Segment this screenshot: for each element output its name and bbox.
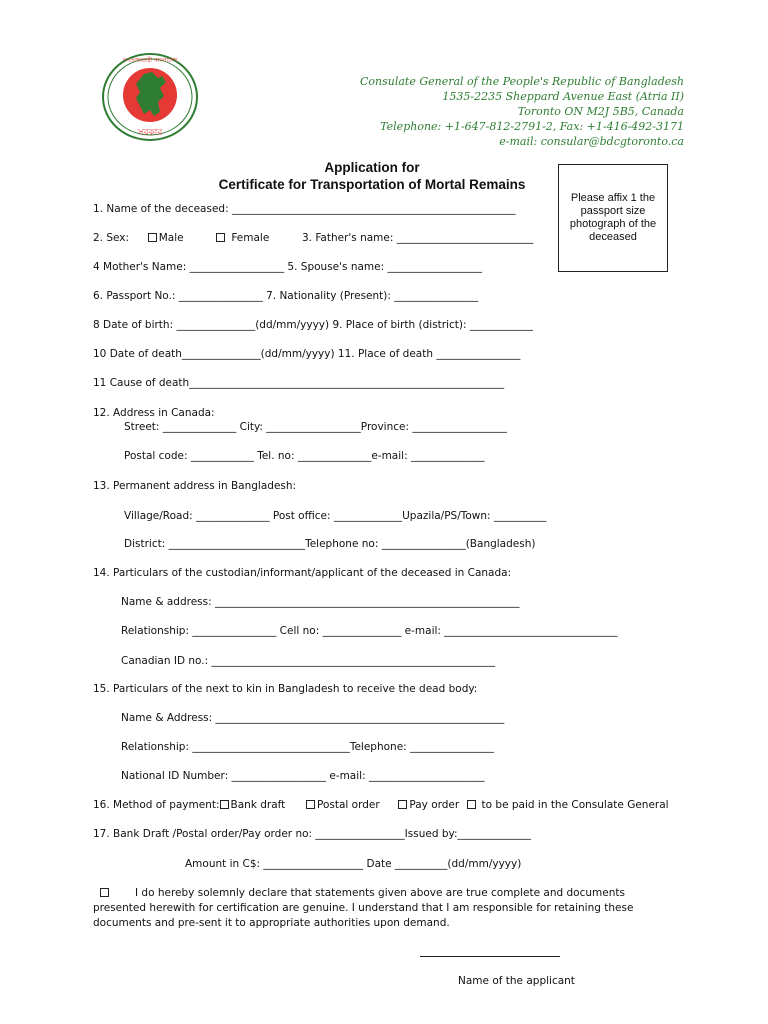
field-custodian: 14. Particulars of the custodian/informant/applicant of the deceased in Canada:: [93, 567, 512, 579]
payment-label: 16. Method of payment:: [93, 799, 220, 811]
field-canada-postal[interactable]: Postal code: ____________ Tel. no: ______________e-mail: ______________: [124, 450, 485, 462]
field-bd-village[interactable]: Village/Road: ______________ Post office: _____________Upazila/PS/Town: __________: [124, 510, 547, 522]
field-kin-name[interactable]: Name & Address: _______________________________________________________: [121, 712, 505, 724]
field-custodian-name[interactable]: Name & address: __________________________________________________________: [121, 596, 520, 608]
form-title-line1: Application for: [324, 160, 420, 175]
field-amount-date[interactable]: Amount in C$: ___________________ Date __________(dd/mm/yyyy): [185, 858, 522, 870]
checkbox-female[interactable]: [216, 233, 225, 242]
checkbox-declaration[interactable]: [100, 888, 109, 897]
checkbox-consulate[interactable]: [467, 800, 476, 809]
field-address-bangladesh: 13. Permanent address in Bangladesh:: [93, 480, 297, 492]
header-line: e-mail: consular@bdcgtoronto.ca: [499, 135, 684, 148]
field-payment-number[interactable]: 17. Bank Draft /Postal order/Pay order no: _________________Issued by:______________: [93, 828, 531, 840]
field-father-name[interactable]: 3. Father's name: __________________________: [301, 232, 534, 244]
header-line: Telephone: +1-647-812-2791-2, Fax: +1-416-492-3171: [380, 120, 684, 133]
label-postal-order: Postal order: [316, 799, 380, 811]
seal-bottom-text: সরকার: [137, 128, 163, 138]
field-canadian-id[interactable]: Canadian ID no.: ______________________________________________________: [121, 655, 495, 667]
field-payment-method: [93, 799, 669, 811]
field-kin-national-id[interactable]: National ID Number: __________________ e-mail: ______________________: [121, 770, 485, 782]
field-cause-death[interactable]: 11 Cause of death____________________________________________________________: [93, 377, 505, 389]
form-title-line2: Certificate for Transportation of Mortal Remains: [218, 177, 526, 192]
field-sex-row: [93, 232, 533, 244]
photo-box-text: Please affix 1 the passport size photograph of the deceased: [569, 192, 657, 243]
header-line: Toronto ON M2J 5B5, Canada: [517, 105, 684, 118]
label-female: Female: [231, 232, 270, 244]
field-birth[interactable]: 8 Date of birth: _______________(dd/mm/yyyy) 9. Place of birth (district): ____________: [93, 319, 533, 331]
field-death[interactable]: 10 Date of death_______________(dd/mm/yyyy) 11. Place of death ________________: [93, 348, 521, 360]
label-male: Male: [158, 232, 184, 244]
header-line: 1535-2235 Sheppard Avenue East (Atria II): [442, 90, 684, 103]
field-next-of-kin: 15. Particulars of the next to kin in Bangladesh to receive the dead body:: [93, 683, 478, 695]
label-consulate: to be paid in the Consulate General: [481, 799, 669, 811]
label-bank-draft: Bank draft: [230, 799, 286, 811]
field-sex-label: 2. Sex:: [93, 232, 130, 244]
checkbox-pay-order[interactable]: [398, 800, 407, 809]
checkbox-male[interactable]: [148, 233, 157, 242]
declaration-text: I do hereby solemnly declare that statements given above are true complete and documents presented herewith for certification are genuine. I understand that I am responsible for retaining these documents and pre-sent it to appropriate authorities upon demand.: [93, 887, 634, 929]
signature-line[interactable]: [420, 956, 560, 957]
label-pay-order: Pay order: [409, 799, 460, 811]
field-address-canada: 12. Address in Canada:: [93, 407, 215, 419]
field-passport-nationality[interactable]: 6. Passport No.: ________________ 7. Nationality (Present): ________________: [93, 290, 479, 302]
field-bd-district[interactable]: District: __________________________Telephone no: ________________(Bangladesh): [124, 538, 536, 550]
checkbox-bank-draft[interactable]: [220, 800, 229, 809]
declaration: [93, 886, 673, 931]
photo-box: [558, 164, 668, 272]
header-line: Consulate General of the People's Republic of Bangladesh: [359, 75, 684, 88]
field-mother-spouse[interactable]: 4 Mother's Name: __________________ 5. Spouse's name: __________________: [93, 261, 482, 273]
government-seal: [100, 52, 200, 142]
seal-top-text: গণপ্রজাতন্ত্রী বাংলাদেশ: [122, 57, 178, 64]
checkbox-postal-order[interactable]: [306, 800, 315, 809]
field-canada-street[interactable]: Street: ______________ City: __________________Province: __________________: [124, 421, 507, 433]
field-kin-relationship[interactable]: Relationship: ______________________________Telephone: ________________: [121, 741, 495, 753]
signature-label: Name of the applicant: [458, 975, 575, 987]
field-name-deceased[interactable]: 1. Name of the deceased: ______________________________________________________: [93, 203, 516, 215]
consulate-header: [360, 74, 684, 149]
field-custodian-relationship[interactable]: Relationship: ________________ Cell no: _______________ e-mail: _________________________________: [121, 625, 618, 637]
